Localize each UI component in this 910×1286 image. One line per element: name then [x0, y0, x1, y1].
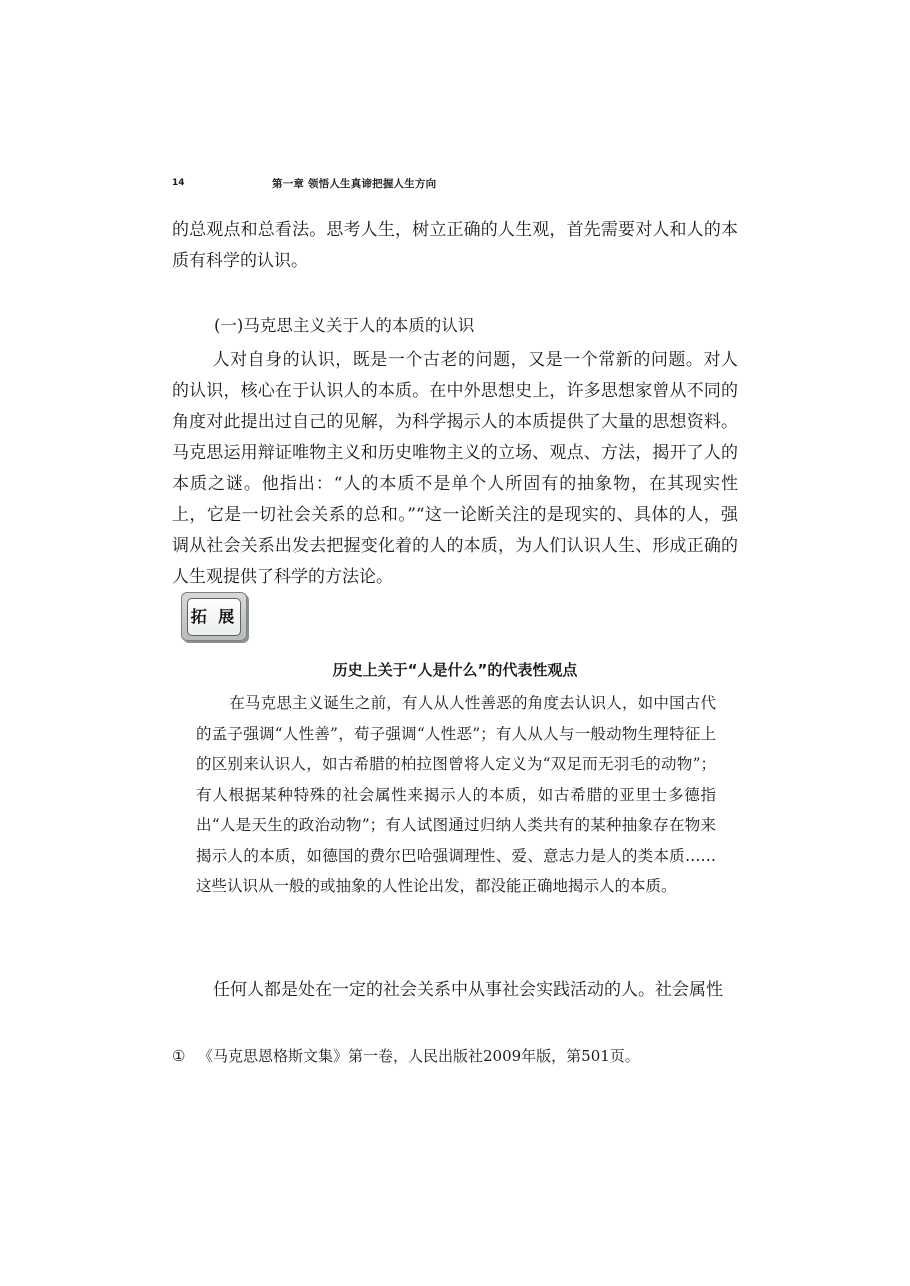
extension-text [196, 688, 716, 902]
chapter-title: 第一章 领悟人生真谛把握人生方向 [272, 178, 437, 190]
paragraph-human-nature [172, 345, 738, 593]
extension-title: 历史上关于“人是什么”的代表性观点 [332, 661, 578, 679]
extension-badge [181, 592, 247, 641]
paragraph-continuation: 的总观点和总看法。思考人生，树立正确的人生观，首先需要对人和人的本质有科学的认识。 [172, 220, 738, 271]
footnote [172, 1044, 640, 1068]
paragraph-social-attribute: 任何人都是处在一定的社会关系中从事社会实践活动的人。社会属性 [213, 980, 723, 1000]
footnote-marker: ① [172, 1047, 186, 1065]
extension-badge-label: 拓 展 [187, 598, 241, 636]
paragraph-human-nature-text: 人对自身的认识，既是一个古老的问题，又是一个常新的问题。对人的认识，核心在于认识人的本质。在中外思想史上，许多思想家曾从不同的角度对此提出过自己的见解，为科学揭示人的本质提供了大量的思想资料。马克思运用辩证唯物主义和历史唯物主义的立场、观点、方法，揭开了人的本质之谜。他指出：“人的本质不是单个人所固有的抽象物，在其现实性上，它是一切社会关系的总和。”“这一论断关注的是现实的、具体的人，强调从社会关系出发去把握变化着的人的本质，为人们认识人生、形成正确的人生观提供了科学的方法论。 [172, 350, 738, 587]
page-number: 14 [172, 178, 185, 188]
footnote-text: 《马克思恩格斯文集》第一卷，人民出版社2009年版，第501页。 [198, 1047, 640, 1065]
running-header [172, 176, 732, 196]
extension-text-body: 在马克思主义诞生之前，有人从人性善恶的角度去认识人，如中国古代的孟子强调“人性善”，荀子强调“人性恶”；有人从人与一般动物生理特征上的区别来认识人，如古希腊的柏拉图曾将人定义为“双足而无羽毛的动物”；有人根据某种特殊的社会属性来揭示人的本质，如古希腊的亚里士多德指出“人是天生的政治动物”；有人试图通过归纳人类共有的某种抽象存在物来揭示人的本质，如德国的费尔巴哈强调理性、爱、意志力是人的类本质……这些认识从一般的或抽象的人性论出发，都没能正确地揭示人的本质。 [196, 694, 716, 895]
section-subheading: (一)马克思主义关于人的本质的认识 [214, 316, 475, 335]
